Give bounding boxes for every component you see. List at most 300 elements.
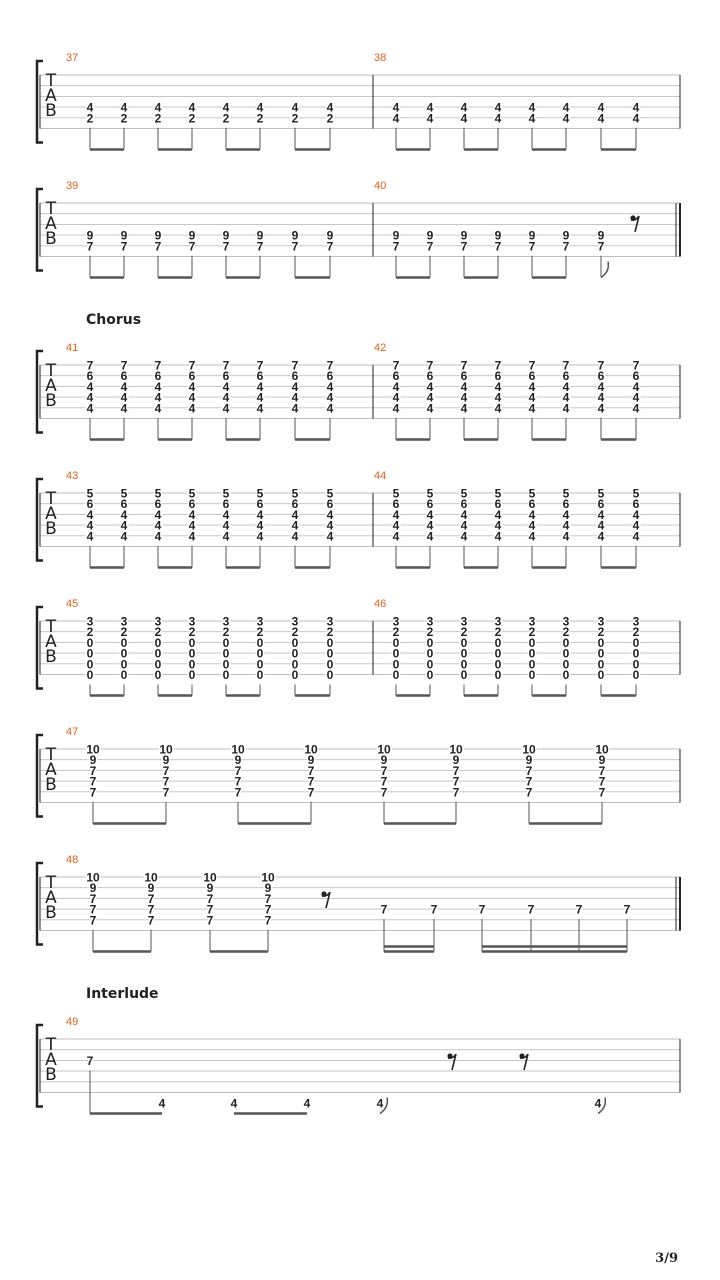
fret-number: 10 bbox=[304, 742, 318, 757]
fret-number: 7 bbox=[188, 239, 196, 254]
fret-number: 7 bbox=[525, 774, 533, 789]
fret-number: 4 bbox=[494, 111, 502, 126]
fret-number: 4 bbox=[562, 390, 570, 405]
fret-number: 0 bbox=[562, 646, 570, 661]
fret-number: 4 bbox=[188, 529, 196, 544]
fret-number: 7 bbox=[291, 358, 299, 373]
fret-number: 0 bbox=[494, 657, 502, 672]
fret-number: 7 bbox=[234, 774, 242, 789]
fret-number: 0 bbox=[460, 657, 468, 672]
fret-number: 4 bbox=[256, 401, 264, 416]
fret-number: 7 bbox=[307, 785, 315, 800]
fret-number: 7 bbox=[426, 358, 434, 373]
tab-clef-letter: T bbox=[45, 71, 57, 91]
fret-number: 7 bbox=[234, 785, 242, 800]
fret-number: 0 bbox=[86, 668, 94, 682]
fret-number: 4 bbox=[562, 529, 570, 544]
fret-number: 10 bbox=[159, 742, 173, 757]
fret-number: 4 bbox=[460, 507, 468, 522]
fret-number: 4 bbox=[154, 529, 162, 544]
fret-number: 0 bbox=[426, 646, 434, 661]
fret-number: 0 bbox=[392, 657, 400, 672]
fret-number: 4 bbox=[188, 379, 196, 394]
fret-number: 0 bbox=[188, 635, 196, 650]
fret-number: 7 bbox=[452, 785, 460, 800]
fret-number: 7 bbox=[380, 763, 388, 778]
fret-number: 6 bbox=[528, 497, 536, 512]
fret-number: 4 bbox=[158, 1096, 166, 1111]
tab-clef-letter: A bbox=[45, 760, 57, 780]
fret-number: 5 bbox=[597, 486, 605, 501]
fret-number: 0 bbox=[597, 668, 605, 682]
fret-number: 0 bbox=[222, 646, 230, 661]
fret-number: 7 bbox=[460, 239, 468, 254]
fret-number: 2 bbox=[460, 625, 468, 640]
fret-number: 5 bbox=[291, 486, 299, 501]
fret-number: 3 bbox=[256, 614, 264, 629]
fret-number: 4 bbox=[120, 379, 128, 394]
fret-number: 2 bbox=[326, 625, 334, 640]
fret-number: 0 bbox=[326, 657, 334, 672]
fret-number: 4 bbox=[528, 390, 536, 405]
fret-number: 2 bbox=[562, 625, 570, 640]
fret-number: 4 bbox=[222, 379, 230, 394]
fret-number: 6 bbox=[426, 497, 434, 512]
fret-number: 0 bbox=[562, 657, 570, 672]
fret-number: 4 bbox=[291, 507, 299, 522]
fret-number: 6 bbox=[597, 369, 605, 384]
fret-number: 3 bbox=[86, 614, 94, 629]
fret-number: 4 bbox=[597, 379, 605, 394]
fret-number: 7 bbox=[430, 902, 438, 917]
measure-number: 49 bbox=[66, 1016, 79, 1028]
fret-number: 0 bbox=[291, 657, 299, 672]
measure-number: 47 bbox=[66, 726, 79, 738]
fret-number: 4 bbox=[326, 401, 334, 416]
tab-clef-letter: A bbox=[45, 504, 57, 524]
fret-number: 4 bbox=[426, 111, 434, 126]
fret-number: 6 bbox=[86, 497, 94, 512]
fret-number: 7 bbox=[89, 763, 97, 778]
fret-number: 0 bbox=[562, 635, 570, 650]
fret-number: 0 bbox=[460, 646, 468, 661]
tab-clef-letter: B bbox=[45, 519, 57, 539]
fret-number: 7 bbox=[256, 239, 264, 254]
fret-number: 7 bbox=[598, 774, 606, 789]
fret-number: 7 bbox=[147, 902, 155, 917]
fret-number: 4 bbox=[632, 529, 640, 544]
fret-number: 4 bbox=[154, 100, 162, 115]
fret-number: 4 bbox=[120, 100, 128, 115]
fret-number: 4 bbox=[326, 100, 334, 115]
fret-number: 3 bbox=[494, 614, 502, 629]
fret-number: 4 bbox=[594, 1096, 602, 1111]
fret-number: 4 bbox=[494, 379, 502, 394]
fret-number: 10 bbox=[86, 870, 100, 885]
fret-number: 0 bbox=[326, 646, 334, 661]
fret-number: 9 bbox=[528, 228, 536, 243]
tab-clef-letter: T bbox=[45, 489, 57, 509]
section-label: Interlude bbox=[86, 986, 159, 1002]
fret-number: 4 bbox=[597, 111, 605, 126]
fret-number: 10 bbox=[86, 742, 100, 757]
fret-number: 5 bbox=[222, 486, 230, 501]
fret-number: 3 bbox=[188, 614, 196, 629]
fret-number: 7 bbox=[222, 358, 230, 373]
fret-number: 7 bbox=[154, 358, 162, 373]
fret-number: 7 bbox=[452, 763, 460, 778]
fret-number: 4 bbox=[154, 518, 162, 533]
fret-number: 7 bbox=[326, 239, 334, 254]
fret-number: 7 bbox=[494, 239, 502, 254]
fret-number: 7 bbox=[222, 239, 230, 254]
fret-number: 0 bbox=[154, 646, 162, 661]
fret-number: 7 bbox=[460, 358, 468, 373]
fret-number: 4 bbox=[120, 390, 128, 405]
fret-number: 0 bbox=[392, 646, 400, 661]
fret-number: 5 bbox=[632, 486, 640, 501]
fret-number: 9 bbox=[89, 753, 97, 768]
fret-number: 4 bbox=[426, 529, 434, 544]
fret-number: 7 bbox=[264, 913, 272, 928]
fret-number: 7 bbox=[162, 774, 170, 789]
fret-number: 7 bbox=[527, 902, 535, 917]
fret-number: 4 bbox=[291, 529, 299, 544]
fret-number: 4 bbox=[86, 100, 94, 115]
fret-number: 5 bbox=[426, 486, 434, 501]
tab-clef-letter: B bbox=[45, 391, 57, 411]
fret-number: 7 bbox=[478, 902, 486, 917]
fret-number: 4 bbox=[460, 111, 468, 126]
tab-clef-letter: T bbox=[45, 873, 57, 893]
fret-number: 4 bbox=[528, 401, 536, 416]
fret-number: 9 bbox=[188, 228, 196, 243]
fret-number: 9 bbox=[525, 753, 533, 768]
fret-number: 0 bbox=[222, 657, 230, 672]
fret-number: 0 bbox=[291, 646, 299, 661]
fret-number: 4 bbox=[291, 379, 299, 394]
fret-number: 7 bbox=[623, 902, 631, 917]
fret-number: 6 bbox=[188, 497, 196, 512]
fret-number: 9 bbox=[380, 753, 388, 768]
fret-number: 9 bbox=[494, 228, 502, 243]
fret-number: 2 bbox=[426, 625, 434, 640]
fret-number: 9 bbox=[154, 228, 162, 243]
fret-number: 4 bbox=[632, 379, 640, 394]
fret-number: 7 bbox=[89, 913, 97, 928]
fret-number: 0 bbox=[188, 646, 196, 661]
fret-number: 7 bbox=[206, 913, 214, 928]
fret-number: 2 bbox=[494, 625, 502, 640]
fret-number: 9 bbox=[426, 228, 434, 243]
fret-number: 0 bbox=[528, 657, 536, 672]
fret-number: 9 bbox=[264, 881, 272, 896]
fret-number: 4 bbox=[392, 111, 400, 126]
fret-number: 2 bbox=[632, 625, 640, 640]
fret-number: 9 bbox=[86, 228, 94, 243]
fret-number: 4 bbox=[632, 518, 640, 533]
tab-clef-letter: T bbox=[45, 1035, 57, 1055]
fret-number: 6 bbox=[494, 369, 502, 384]
fret-number: 9 bbox=[598, 753, 606, 768]
fret-number: 4 bbox=[597, 529, 605, 544]
fret-number: 4 bbox=[528, 379, 536, 394]
fret-number: 6 bbox=[632, 497, 640, 512]
fret-number: 0 bbox=[326, 635, 334, 650]
fret-number: 9 bbox=[562, 228, 570, 243]
fret-number: 4 bbox=[120, 401, 128, 416]
fret-number: 0 bbox=[256, 646, 264, 661]
fret-number: 4 bbox=[528, 529, 536, 544]
fret-number: 7 bbox=[206, 902, 214, 917]
fret-number: 10 bbox=[231, 742, 245, 757]
fret-number: 7 bbox=[380, 785, 388, 800]
fret-number: 4 bbox=[291, 100, 299, 115]
fret-number: 9 bbox=[222, 228, 230, 243]
fret-number: 4 bbox=[326, 390, 334, 405]
section-label: Chorus bbox=[86, 312, 142, 328]
fret-number: 4 bbox=[494, 390, 502, 405]
fret-number: 6 bbox=[528, 369, 536, 384]
fret-number: 4 bbox=[460, 518, 468, 533]
fret-number: 9 bbox=[206, 881, 214, 896]
fret-number: 4 bbox=[222, 529, 230, 544]
fret-number: 10 bbox=[144, 870, 158, 885]
fret-number: 4 bbox=[597, 390, 605, 405]
fret-number: 4 bbox=[326, 379, 334, 394]
fret-number: 7 bbox=[234, 763, 242, 778]
fret-number: 6 bbox=[460, 497, 468, 512]
fret-number: 2 bbox=[256, 625, 264, 640]
fret-number: 2 bbox=[86, 111, 94, 126]
tab-clef-letter: B bbox=[45, 775, 57, 795]
fret-number: 10 bbox=[203, 870, 217, 885]
measure-number: 40 bbox=[374, 180, 387, 192]
fret-number: 2 bbox=[86, 625, 94, 640]
fret-number: 7 bbox=[264, 902, 272, 917]
fret-number: 0 bbox=[528, 646, 536, 661]
fret-number: 6 bbox=[291, 369, 299, 384]
fret-number: 0 bbox=[86, 635, 94, 650]
fret-number: 7 bbox=[206, 891, 214, 906]
fret-number: 7 bbox=[597, 358, 605, 373]
fret-number: 4 bbox=[597, 401, 605, 416]
fret-number: 0 bbox=[188, 668, 196, 682]
fret-number: 4 bbox=[120, 507, 128, 522]
fret-number: 0 bbox=[494, 668, 502, 682]
fret-number: 9 bbox=[326, 228, 334, 243]
fret-number: 0 bbox=[460, 668, 468, 682]
tab-clef-letter: A bbox=[45, 376, 57, 396]
fret-number: 2 bbox=[291, 625, 299, 640]
fret-number: 4 bbox=[426, 518, 434, 533]
fret-number: 4 bbox=[86, 390, 94, 405]
measure-number: 44 bbox=[374, 470, 387, 482]
measure-number: 46 bbox=[374, 598, 387, 610]
fret-number: 3 bbox=[460, 614, 468, 629]
fret-number: 7 bbox=[89, 785, 97, 800]
fret-number: 3 bbox=[326, 614, 334, 629]
fret-number: 6 bbox=[222, 497, 230, 512]
measure-number: 41 bbox=[66, 342, 79, 354]
fret-number: 7 bbox=[120, 358, 128, 373]
fret-number: 4 bbox=[426, 401, 434, 416]
fret-number: 0 bbox=[256, 635, 264, 650]
fret-number: 2 bbox=[154, 111, 162, 126]
fret-number: 7 bbox=[380, 902, 388, 917]
fret-number: 10 bbox=[449, 742, 463, 757]
fret-number: 7 bbox=[426, 239, 434, 254]
fret-number: 7 bbox=[256, 358, 264, 373]
fret-number: 3 bbox=[154, 614, 162, 629]
tab-clef-letter: B bbox=[45, 229, 57, 249]
fret-number: 9 bbox=[256, 228, 264, 243]
fret-number: 3 bbox=[120, 614, 128, 629]
fret-number: 9 bbox=[120, 228, 128, 243]
fret-number: 4 bbox=[528, 518, 536, 533]
fret-number: 0 bbox=[120, 668, 128, 682]
fret-number: 4 bbox=[562, 518, 570, 533]
fret-number: 7 bbox=[452, 774, 460, 789]
fret-number: 4 bbox=[597, 100, 605, 115]
measure-number: 37 bbox=[66, 52, 79, 64]
tab-system bbox=[37, 180, 680, 278]
fret-number: 6 bbox=[291, 497, 299, 512]
fret-number: 5 bbox=[188, 486, 196, 501]
tab-clef-letter: T bbox=[45, 199, 57, 219]
fret-number: 4 bbox=[86, 507, 94, 522]
fret-number: 7 bbox=[162, 763, 170, 778]
fret-number: 2 bbox=[120, 111, 128, 126]
fret-number: 7 bbox=[188, 358, 196, 373]
fret-number: 10 bbox=[522, 742, 536, 757]
fret-number: 4 bbox=[120, 518, 128, 533]
fret-number: 5 bbox=[256, 486, 264, 501]
fret-number: 4 bbox=[222, 507, 230, 522]
fret-number: 7 bbox=[307, 763, 315, 778]
fret-number: 2 bbox=[222, 111, 230, 126]
fret-number: 7 bbox=[525, 763, 533, 778]
fret-number: 2 bbox=[291, 111, 299, 126]
fret-number: 2 bbox=[188, 625, 196, 640]
tab-system bbox=[37, 312, 680, 440]
fret-number: 6 bbox=[256, 369, 264, 384]
fret-number: 7 bbox=[528, 239, 536, 254]
fret-number: 10 bbox=[595, 742, 609, 757]
tab-clef-letter: T bbox=[45, 361, 57, 381]
tab-system bbox=[37, 726, 680, 824]
tab-system bbox=[37, 470, 680, 568]
fret-number: 0 bbox=[528, 668, 536, 682]
fret-number: 9 bbox=[452, 753, 460, 768]
fret-number: 4 bbox=[230, 1096, 238, 1111]
fret-number: 4 bbox=[222, 518, 230, 533]
fret-number: 7 bbox=[598, 763, 606, 778]
fret-number: 4 bbox=[426, 100, 434, 115]
fret-number: 0 bbox=[188, 657, 196, 672]
fret-number: 7 bbox=[154, 239, 162, 254]
tab-clef-letter: B bbox=[45, 1065, 57, 1085]
fret-number: 4 bbox=[392, 518, 400, 533]
fret-number: 7 bbox=[326, 358, 334, 373]
fret-number: 4 bbox=[392, 401, 400, 416]
fret-number: 4 bbox=[222, 100, 230, 115]
fret-number: 4 bbox=[326, 529, 334, 544]
fret-number: 7 bbox=[120, 239, 128, 254]
fret-number: 2 bbox=[597, 625, 605, 640]
fret-number: 5 bbox=[528, 486, 536, 501]
fret-number: 4 bbox=[426, 507, 434, 522]
fret-number: 3 bbox=[222, 614, 230, 629]
fret-number: 4 bbox=[120, 529, 128, 544]
fret-number: 4 bbox=[392, 100, 400, 115]
fret-number: 4 bbox=[460, 100, 468, 115]
fret-number: 6 bbox=[222, 369, 230, 384]
fret-number: 7 bbox=[89, 891, 97, 906]
fret-number: 2 bbox=[392, 625, 400, 640]
fret-number: 0 bbox=[632, 668, 640, 682]
tab-system bbox=[37, 854, 680, 952]
fret-number: 3 bbox=[291, 614, 299, 629]
fret-number: 4 bbox=[188, 100, 196, 115]
fret-number: 0 bbox=[426, 657, 434, 672]
fret-number: 0 bbox=[597, 635, 605, 650]
fret-number: 4 bbox=[256, 379, 264, 394]
fret-number: 2 bbox=[154, 625, 162, 640]
tab-clef-letter: A bbox=[45, 1050, 57, 1070]
fret-number: 2 bbox=[120, 625, 128, 640]
fret-number: 5 bbox=[460, 486, 468, 501]
fret-number: 6 bbox=[154, 497, 162, 512]
fret-number: 0 bbox=[154, 668, 162, 682]
fret-number: 2 bbox=[222, 625, 230, 640]
fret-number: 4 bbox=[154, 390, 162, 405]
fret-number: 4 bbox=[154, 507, 162, 522]
measure-number: 43 bbox=[66, 470, 79, 482]
fret-number: 0 bbox=[86, 657, 94, 672]
note-flag bbox=[601, 262, 608, 278]
fret-number: 6 bbox=[188, 369, 196, 384]
fret-number: 7 bbox=[562, 239, 570, 254]
fret-number: 4 bbox=[460, 529, 468, 544]
fret-number: 4 bbox=[597, 518, 605, 533]
fret-number: 0 bbox=[632, 646, 640, 661]
fret-number: 6 bbox=[326, 369, 334, 384]
fret-number: 0 bbox=[597, 646, 605, 661]
fret-number: 0 bbox=[291, 668, 299, 682]
fret-number: 0 bbox=[597, 657, 605, 672]
fret-number: 3 bbox=[392, 614, 400, 629]
fret-number: 4 bbox=[392, 529, 400, 544]
fret-number: 0 bbox=[632, 635, 640, 650]
fret-number: 4 bbox=[632, 401, 640, 416]
fret-number: 9 bbox=[392, 228, 400, 243]
tab-system bbox=[37, 598, 680, 696]
fret-number: 4 bbox=[291, 518, 299, 533]
fret-number: 0 bbox=[120, 657, 128, 672]
fret-number: 6 bbox=[256, 497, 264, 512]
fret-number: 6 bbox=[86, 369, 94, 384]
fret-number: 6 bbox=[426, 369, 434, 384]
tab-systems bbox=[37, 52, 680, 1114]
fret-number: 4 bbox=[494, 529, 502, 544]
measure-number: 45 bbox=[66, 598, 79, 610]
fret-number: 7 bbox=[307, 774, 315, 789]
fret-number: 7 bbox=[147, 913, 155, 928]
measure-number: 42 bbox=[374, 342, 387, 354]
tab-clef-letter: T bbox=[45, 617, 57, 637]
fret-number: 7 bbox=[597, 239, 605, 254]
